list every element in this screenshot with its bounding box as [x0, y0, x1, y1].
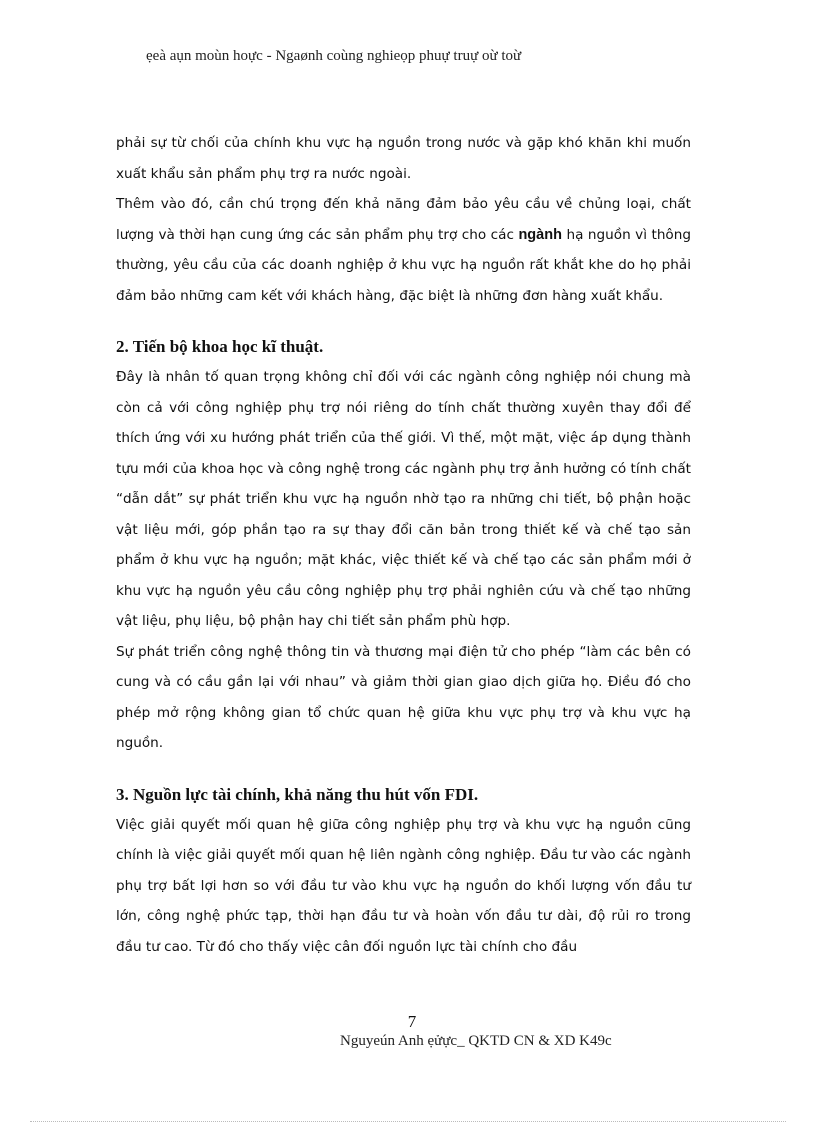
paragraph: Việc giải quyết mối quan hệ giữa công nghiệp phụ trợ và khu vực hạ nguồn cũng chính là việc giải quyết mối quan hệ liên ngành công nghiệp. Đầu tư vào các ngành phụ trợ bất lợi hơn so với đầu tư vào khu vực hạ nguồn do khối lượng vốn đầu tư lớn, công nghệ phức tạp, thời hạn đầu tư và hoàn vốn đầu tư dài, độ rủi ro trong đầu tư cao. Từ đó cho thấy việc cân đối nguồn lực tài chính cho đầu: [116, 816, 691, 955]
page-number: [0, 1012, 816, 1032]
bold-word: ngành: [518, 226, 562, 243]
page-number-text: 7: [407, 1012, 417, 1031]
section-heading: 2. Tiến bộ khoa học kĩ thuật.: [116, 337, 324, 356]
paragraph-text: hạ nguồn vì thông thường, yêu cầu của các doanh nghiệp ở khu vực hạ nguồn rất khắt khe do họ phải đảm bảo những cam kết với khách hàng, đặc biệt là những đơn hàng xuất khẩu.: [116, 226, 691, 304]
paragraph: [116, 189, 691, 311]
paragraph-text: Thêm vào đó, cần chú trọng đến khả năng đảm bảo yêu cầu về chủng loại, chất lượng và thời hạn cung ứng các sản phẩm phụ trợ cho các: [116, 196, 691, 243]
paragraph: phải sự từ chối của chính khu vực hạ nguồn trong nước và gặp khó khăn khi muốn xuất khẩu sản phẩm phụ trợ ra nước ngoài.: [116, 135, 691, 182]
document-body: [116, 128, 691, 962]
section-heading: 3. Nguồn lực tài chính, khả năng thu hút vốn FDI.: [116, 784, 479, 804]
paragraph: Đây là nhân tố quan trọng không chỉ đối với các ngành công nghiệp nói chung mà còn cả với công nghiệp phụ trợ nói riêng do tính chất thường xuyên thay đổi để thích ứng với xu hướng phát triển của thế giới. Vì thế, một mặt, việc áp dụng thành tựu mới của khoa học và công nghệ trong các ngành phụ trợ ảnh hưởng có tính chất “dẫn dắt” sự phát triển khu vực hạ nguồn nhờ tạo ra những chi tiết, bộ phận hoặc vật liệu mới, góp phần tạo ra sự thay đổi căn bản trong thiết kế và chế tạo sản phẩm ở khu vực hạ nguồn; mặt khác, việc thiết kế và chế tạo các sản phẩm mới ở khu vực hạ nguồn yêu cầu công nghiệp phụ trợ phải nghiên cứu và chế tạo những vật liệu, phụ liệu, bộ phận hay chi tiết sản phẩm phù hợp.: [116, 369, 691, 629]
page-bottom-divider: [30, 1121, 786, 1122]
page-footer: Nguyeún Anh ẹửực_ QKTD CN & XD K49c: [340, 1033, 612, 1049]
paragraph: Sự phát triển công nghệ thông tin và thương mại điện tử cho phép “làm các bên có cung và có cầu gần lại với nhau” và giảm thời gian giao dịch giữa họ. Điều đó cho phép mở rộng không gian tổ chức quan hệ giữa khu vực phụ trợ và khu vực hạ nguồn.: [116, 643, 691, 751]
page-header: ẹeà aụn moùn hoực - Ngaønh coùng nghieọp phuự truự oừ toừ: [146, 48, 522, 64]
